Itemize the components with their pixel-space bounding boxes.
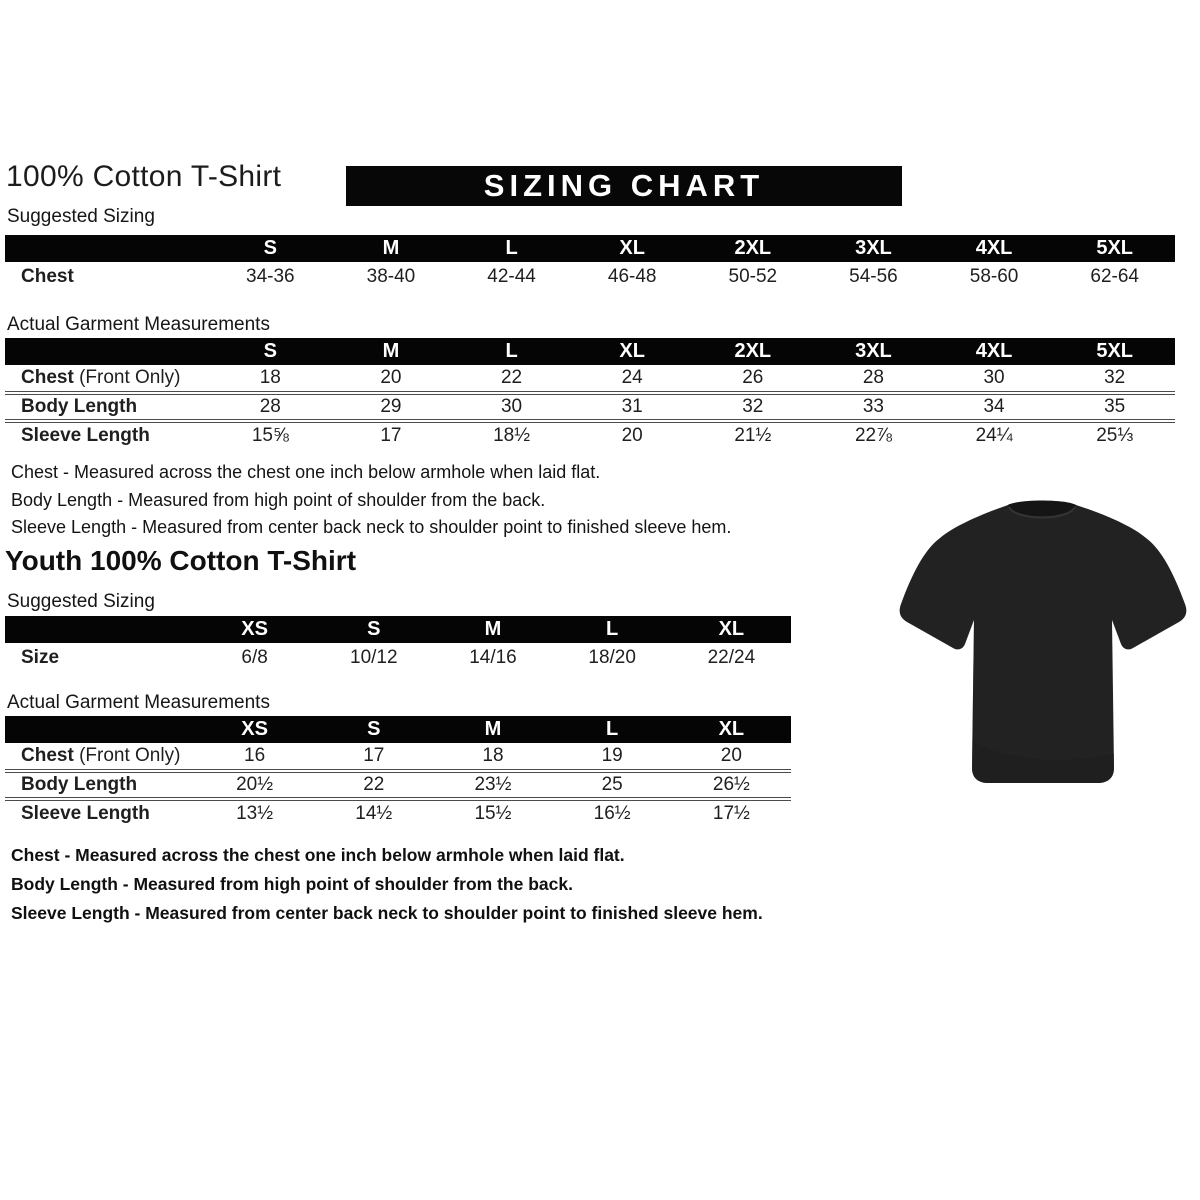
header-row <box>5 716 791 743</box>
tshirt-image <box>890 492 1194 802</box>
measurement-cell: 46-48 <box>607 266 657 287</box>
size-column-header: M <box>331 338 452 365</box>
measurement-cell: 6/8 <box>241 647 268 668</box>
measurement-cell: 23½ <box>433 771 552 799</box>
row-label: Sleeve Length <box>5 799 195 827</box>
size-column-header: XL <box>672 716 791 743</box>
row-label: Chest (Front Only) <box>21 367 181 388</box>
measurement-cell: 22⅞ <box>813 421 934 449</box>
measurement-cell: 35 <box>1054 393 1175 421</box>
note-line: Chest - Measured across the chest one inch below armhole when laid flat. <box>11 462 601 482</box>
youth-suggested-sizing-table-wrap <box>5 616 791 673</box>
size-column-header: 3XL <box>813 338 934 365</box>
youth-actual-measurements-table <box>5 716 791 827</box>
table-row <box>5 743 791 771</box>
size-column-header: M <box>433 716 552 743</box>
row-label: Size <box>21 647 60 668</box>
row-label: Body Length <box>5 393 210 421</box>
youth-suggested-sizing-table <box>5 616 791 673</box>
measurement-cell: 17½ <box>672 799 791 827</box>
row-label: Sleeve Length <box>5 421 210 449</box>
youth-actual-measurements-label: Actual Garment Measurements <box>7 692 270 713</box>
measurement-cell: 38-40 <box>366 266 416 287</box>
measurement-cell: 21½ <box>693 421 814 449</box>
measurement-cell: 13½ <box>195 799 314 827</box>
measurement-cell: 15½ <box>433 799 552 827</box>
size-column-header: XL <box>572 338 693 365</box>
size-column-header: L <box>451 235 572 262</box>
measurement-cell: 20 <box>380 367 402 388</box>
size-column-header: L <box>553 716 672 743</box>
corner-cell <box>5 338 210 365</box>
measurement-cell: 14½ <box>314 799 433 827</box>
size-column-header: S <box>314 616 433 643</box>
note-line: Sleeve Length - Measured from center back neck to shoulder point to finished sleeve hem. <box>11 517 732 537</box>
measurement-cell: 14/16 <box>469 647 517 668</box>
measurement-cell: 10/12 <box>350 647 398 668</box>
size-column-header: 2XL <box>693 338 814 365</box>
table-row <box>5 799 791 827</box>
measurement-cell: 20 <box>720 745 742 766</box>
youth-section-title: Youth 100% Cotton T-Shirt <box>5 545 357 576</box>
measurement-cell: 19 <box>601 745 623 766</box>
adult-suggested-sizing-table-wrap <box>5 235 1175 292</box>
note-line: Sleeve Length - Measured from center back neck to shoulder point to finished sleeve hem. <box>11 903 763 923</box>
adult-measurement-notes <box>11 459 731 542</box>
table-row <box>5 365 1175 393</box>
measurement-cell: 62-64 <box>1090 266 1139 287</box>
note-line: Body Length - Measured from high point of shoulder from the back. <box>11 874 573 894</box>
measurement-cell: 34 <box>934 393 1055 421</box>
measurement-cell: 22/24 <box>707 647 756 668</box>
measurement-cell: 22 <box>500 367 523 388</box>
measurement-cell: 54-56 <box>849 266 898 287</box>
size-column-header: L <box>451 338 572 365</box>
table-row <box>5 421 1175 449</box>
size-column-header: XL <box>672 616 791 643</box>
size-column-header: S <box>210 235 331 262</box>
table-row <box>5 771 791 799</box>
header-row <box>5 616 791 643</box>
measurement-cell: 26 <box>742 367 764 388</box>
measurement-cell: 28 <box>862 367 884 388</box>
measurement-cell: 31 <box>572 393 693 421</box>
tshirt-body <box>900 501 1187 783</box>
measurement-cell: 42-44 <box>487 266 536 287</box>
row-label: Chest <box>21 266 74 287</box>
size-column-header: 4XL <box>934 235 1055 262</box>
youth-measurement-notes <box>11 841 763 928</box>
size-column-header: 3XL <box>813 235 934 262</box>
sizing-chart-banner: SIZING CHART <box>346 166 902 206</box>
size-column-header: XL <box>572 235 693 262</box>
measurement-cell: 58-60 <box>969 266 1019 287</box>
measurement-cell: 18 <box>482 745 504 766</box>
measurement-cell: 24¼ <box>934 421 1055 449</box>
header-row <box>5 338 1175 365</box>
measurement-cell: 26½ <box>672 771 791 799</box>
measurement-cell: 16 <box>244 745 266 766</box>
size-column-header: XS <box>195 616 314 643</box>
note-line: Chest - Measured across the chest one inch below armhole when laid flat. <box>11 845 625 865</box>
corner-cell <box>5 616 195 643</box>
youth-suggested-sizing-label: Suggested Sizing <box>7 591 155 612</box>
table-row <box>5 393 1175 421</box>
measurement-cell: 15⅝ <box>210 421 331 449</box>
measurement-cell: 29 <box>331 393 452 421</box>
size-column-header: S <box>314 716 433 743</box>
row-label: Chest (Front Only) <box>21 745 181 766</box>
header-row <box>5 235 1175 262</box>
size-column-header: 2XL <box>693 235 814 262</box>
measurement-cell: 50-52 <box>728 266 778 287</box>
adult-suggested-sizing-label: Suggested Sizing <box>7 206 155 227</box>
size-column-header: L <box>553 616 672 643</box>
measurement-cell: 25⅓ <box>1054 421 1175 449</box>
measurement-cell: 17 <box>363 745 385 766</box>
size-column-header: 4XL <box>934 338 1055 365</box>
measurement-cell: 18½ <box>451 421 572 449</box>
measurement-cell: 33 <box>813 393 934 421</box>
table-row <box>5 262 1175 292</box>
measurement-cell: 25 <box>553 771 672 799</box>
measurement-cell: 24 <box>621 367 643 388</box>
size-column-header: M <box>331 235 452 262</box>
measurement-cell: 16½ <box>553 799 672 827</box>
measurement-cell: 30 <box>983 367 1005 388</box>
youth-actual-measurements-table-wrap <box>5 716 791 827</box>
adult-actual-measurements-table <box>5 338 1175 449</box>
row-label: Body Length <box>5 771 195 799</box>
measurement-cell: 17 <box>331 421 452 449</box>
measurement-cell: 28 <box>210 393 331 421</box>
measurement-cell: 34-36 <box>246 266 295 287</box>
measurement-cell: 32 <box>1104 367 1126 388</box>
adult-actual-measurements-label: Actual Garment Measurements <box>7 314 270 335</box>
corner-cell <box>5 235 210 262</box>
adult-section-title: 100% Cotton T-Shirt <box>6 160 282 193</box>
note-line: Body Length - Measured from high point of shoulder from the back. <box>11 489 546 510</box>
measurement-cell: 18 <box>259 367 281 388</box>
adult-suggested-sizing-table <box>5 235 1175 292</box>
measurement-cell: 18/20 <box>588 647 636 668</box>
size-column-header: M <box>433 616 552 643</box>
table-row <box>5 643 791 673</box>
size-column-header: 5XL <box>1054 235 1175 262</box>
size-column-header: XS <box>195 716 314 743</box>
size-column-header: S <box>210 338 331 365</box>
size-column-header: 5XL <box>1054 338 1175 365</box>
measurement-cell: 30 <box>451 393 572 421</box>
measurement-cell: 20½ <box>195 771 314 799</box>
adult-actual-measurements-table-wrap <box>5 338 1175 449</box>
measurement-cell: 22 <box>314 771 433 799</box>
measurement-cell: 32 <box>693 393 814 421</box>
measurement-cell: 20 <box>572 421 693 449</box>
corner-cell <box>5 716 195 743</box>
